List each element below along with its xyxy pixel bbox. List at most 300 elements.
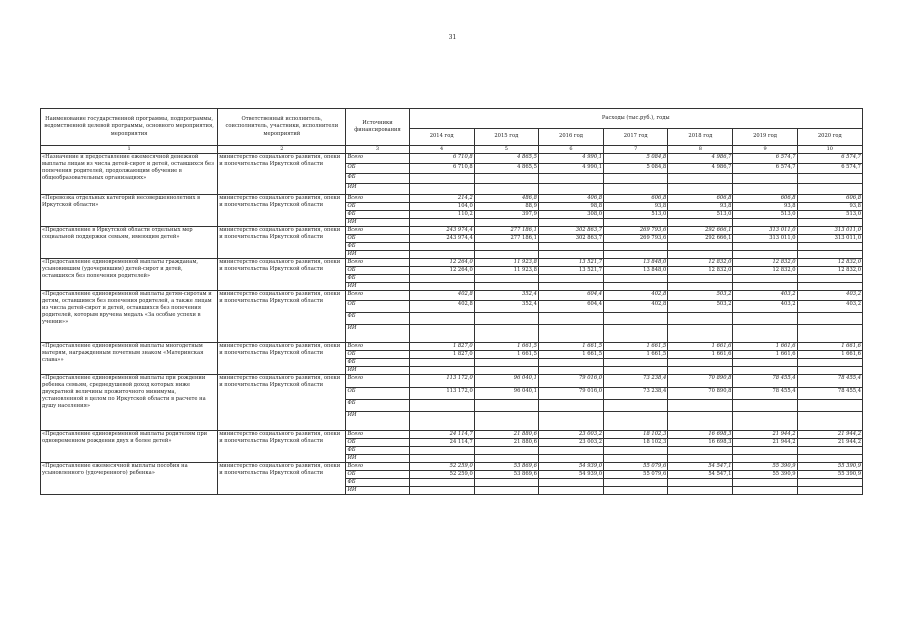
total-value-cell: 70 890,8 xyxy=(668,375,733,388)
value-cell: 11 923,8 xyxy=(474,266,538,274)
total-value-cell: 55 390,9 xyxy=(733,463,797,471)
value-cell xyxy=(733,173,797,183)
value-cell: 24 114,7 xyxy=(409,439,474,447)
value-cell xyxy=(668,366,733,374)
value-cell: 93,8 xyxy=(797,202,862,210)
value-cell: 1 661,5 xyxy=(604,350,668,358)
measure-name: «Назначение и предоставление ежемесячной денежной выплаты лицам из числа детей-сирот и детей, оставшихся без попечения родителей, продолжающим обучение в общеобразовательных организациях» xyxy=(41,153,218,194)
total-value-cell: 96 040,1 xyxy=(474,375,538,388)
value-cell xyxy=(538,366,603,374)
value-cell xyxy=(409,358,474,366)
value-cell xyxy=(733,479,797,487)
total-value-cell: 21 944,2 xyxy=(733,431,797,439)
value-cell: 5 084,8 xyxy=(604,163,668,173)
value-cell: 13 848,0 xyxy=(604,266,668,274)
executor: министерство социального развития, опеки и попечительства Иркутской области xyxy=(218,290,346,342)
value-cell: 93,8 xyxy=(668,202,733,210)
value-cell: 104,0 xyxy=(409,202,474,210)
total-value-cell: 606,8 xyxy=(797,194,862,202)
total-value-cell: 53 869,6 xyxy=(474,463,538,471)
value-cell xyxy=(538,455,603,463)
value-cell: 1 661,5 xyxy=(474,350,538,358)
value-cell xyxy=(409,282,474,290)
value-cell xyxy=(474,358,538,366)
value-cell xyxy=(474,400,538,412)
value-cell: 243 974,4 xyxy=(409,234,474,242)
value-cell xyxy=(668,274,733,282)
total-value-cell: 352,4 xyxy=(474,290,538,300)
value-cell xyxy=(538,218,603,226)
funding-source: ФБ xyxy=(346,400,409,412)
value-cell: 513,0 xyxy=(797,210,862,218)
value-cell xyxy=(797,274,862,282)
funding-source: ОБ xyxy=(346,163,409,173)
value-cell: 12 832,0 xyxy=(668,266,733,274)
total-value-cell: 78 455,4 xyxy=(797,375,862,388)
table-row xyxy=(41,226,863,234)
value-cell: 513,0 xyxy=(733,210,797,218)
funding-source: ФБ xyxy=(346,173,409,183)
value-cell xyxy=(797,487,862,495)
total-value-cell: 6 710,8 xyxy=(409,153,474,163)
executor: министерство социального развития, опеки и попечительства Иркутской области xyxy=(218,194,346,226)
value-cell: 70 890,8 xyxy=(668,388,733,400)
executor: министерство социального развития, опеки и попечительства Иркутской области xyxy=(218,153,346,194)
value-cell: 1 661,5 xyxy=(538,350,603,358)
value-cell xyxy=(538,173,603,183)
value-cell xyxy=(733,218,797,226)
value-cell xyxy=(668,447,733,455)
value-cell: 269 793,6 xyxy=(604,234,668,242)
value-cell xyxy=(668,479,733,487)
value-cell: 6 710,8 xyxy=(409,163,474,173)
value-cell: 79 016,0 xyxy=(538,388,603,400)
value-cell xyxy=(474,250,538,258)
value-cell xyxy=(474,455,538,463)
value-cell xyxy=(797,479,862,487)
total-value-cell: 243 974,4 xyxy=(409,226,474,234)
total-value-cell: 12 264,0 xyxy=(409,258,474,266)
measure-name: «Предоставление в Иркутской области отдельных мер социальной поддержки семьям, имеющим детей» xyxy=(41,226,218,258)
value-cell xyxy=(797,250,862,258)
value-cell xyxy=(474,324,538,342)
value-cell xyxy=(538,274,603,282)
column-number: 7 xyxy=(604,146,668,154)
value-cell xyxy=(668,358,733,366)
funding-source: ИИ xyxy=(346,282,409,290)
funding-source: ИИ xyxy=(346,455,409,463)
value-cell: 1 661,6 xyxy=(733,350,797,358)
value-cell xyxy=(604,242,668,250)
executor: министерство социального развития, опеки и попечительства Иркутской области xyxy=(218,342,346,374)
value-cell xyxy=(733,366,797,374)
header-year: 2018 год xyxy=(668,129,733,146)
total-value-cell: 1 827,0 xyxy=(409,342,474,350)
value-cell xyxy=(538,412,603,431)
table-row xyxy=(41,375,863,388)
total-value-cell: 214,2 xyxy=(409,194,474,202)
value-cell: 93,8 xyxy=(604,202,668,210)
funding-source: ФБ xyxy=(346,274,409,282)
total-value-cell: 606,8 xyxy=(604,194,668,202)
value-cell xyxy=(474,412,538,431)
value-cell xyxy=(538,183,603,194)
value-cell xyxy=(668,250,733,258)
funding-source: Всего xyxy=(346,431,409,439)
value-cell: 302 863,7 xyxy=(538,234,603,242)
value-cell xyxy=(604,183,668,194)
funding-source: ОБ xyxy=(346,202,409,210)
value-cell: 21 944,2 xyxy=(797,439,862,447)
total-value-cell: 606,8 xyxy=(733,194,797,202)
total-value-cell: 292 666,1 xyxy=(668,226,733,234)
value-cell: 1 661,6 xyxy=(668,350,733,358)
header-year: 2020 год xyxy=(797,129,862,146)
header-source: Источники финансирования xyxy=(346,109,409,146)
total-value-cell: 269 793,6 xyxy=(604,226,668,234)
value-cell xyxy=(668,487,733,495)
value-cell xyxy=(474,183,538,194)
column-number: 10 xyxy=(797,146,862,154)
value-cell xyxy=(409,218,474,226)
value-cell: 55 079,6 xyxy=(604,471,668,479)
value-cell: 6 574,7 xyxy=(797,163,862,173)
header-year: 2014 год xyxy=(409,129,474,146)
value-cell: 54 547,1 xyxy=(668,471,733,479)
total-value-cell: 23 003,2 xyxy=(538,431,603,439)
value-cell xyxy=(797,400,862,412)
total-value-cell: 313 011,0 xyxy=(733,226,797,234)
total-value-cell: 18 102,3 xyxy=(604,431,668,439)
table-row xyxy=(41,431,863,439)
value-cell xyxy=(538,242,603,250)
executor: министерство социального развития, опеки и попечительства Иркутской области xyxy=(218,431,346,463)
funding-source: ИИ xyxy=(346,412,409,431)
table-row xyxy=(41,153,863,163)
value-cell xyxy=(474,487,538,495)
funding-source: ИИ xyxy=(346,487,409,495)
value-cell xyxy=(474,218,538,226)
value-cell: 113 172,0 xyxy=(409,388,474,400)
funding-source: ОБ xyxy=(346,300,409,312)
value-cell xyxy=(604,282,668,290)
total-value-cell: 5 084,8 xyxy=(604,153,668,163)
funding-source: ФБ xyxy=(346,479,409,487)
total-value-cell: 55 390,9 xyxy=(797,463,862,471)
value-cell xyxy=(797,312,862,324)
value-cell: 1 827,0 xyxy=(409,350,474,358)
value-cell xyxy=(604,358,668,366)
value-cell: 55 390,9 xyxy=(733,471,797,479)
header-year: 2017 год xyxy=(604,129,668,146)
total-value-cell: 4 865,5 xyxy=(474,153,538,163)
value-cell xyxy=(797,366,862,374)
executor: министерство социального развития, опеки и попечительства Иркутской области xyxy=(218,226,346,258)
table-row xyxy=(41,290,863,300)
value-cell xyxy=(668,455,733,463)
total-value-cell: 1 661,5 xyxy=(604,342,668,350)
value-cell xyxy=(604,173,668,183)
total-value-cell: 6 574,7 xyxy=(797,153,862,163)
value-cell xyxy=(733,282,797,290)
value-cell: 53 869,6 xyxy=(474,471,538,479)
value-cell xyxy=(604,218,668,226)
value-cell xyxy=(409,324,474,342)
total-value-cell: 1 661,6 xyxy=(797,342,862,350)
total-value-cell: 4 990,1 xyxy=(538,153,603,163)
funding-source: ОБ xyxy=(346,266,409,274)
header-year: 2019 год xyxy=(733,129,797,146)
value-cell xyxy=(668,242,733,250)
value-cell: 13 521,7 xyxy=(538,266,603,274)
value-cell: 503,2 xyxy=(668,300,733,312)
total-value-cell: 21 880,6 xyxy=(474,431,538,439)
value-cell xyxy=(797,183,862,194)
measure-name: «Предоставление единовременной выплаты при рождении ребенка семьям, среднедушевой доход которых ниже двукратной величины прожиточного минимума, установленной в целом по Иркутской области в расчете на душу населения» xyxy=(41,375,218,431)
value-cell xyxy=(733,242,797,250)
total-value-cell: 79 016,0 xyxy=(538,375,603,388)
value-cell xyxy=(604,312,668,324)
value-cell xyxy=(733,324,797,342)
value-cell xyxy=(409,412,474,431)
measure-name: «Предоставление единовременной выплаты детям-сиротам и детям, оставшимся без попечения родителей, а также лицам из числа детей-сирот и детей, оставшихся без попечения родителей, которым вручена медаль «За особые успехи в учении»» xyxy=(41,290,218,342)
total-value-cell: 503,2 xyxy=(668,290,733,300)
total-value-cell: 21 944,2 xyxy=(797,431,862,439)
funding-source: ОБ xyxy=(346,471,409,479)
total-value-cell: 302 863,7 xyxy=(538,226,603,234)
value-cell xyxy=(474,479,538,487)
value-cell: 12 832,0 xyxy=(797,266,862,274)
header-executor: Ответственный исполнитель, соисполнитель, участники, исполнители мероприятий xyxy=(218,109,346,146)
value-cell: 313 011,0 xyxy=(797,234,862,242)
value-cell xyxy=(733,183,797,194)
value-cell: 308,0 xyxy=(538,210,603,218)
value-cell xyxy=(797,173,862,183)
value-cell: 55 390,9 xyxy=(797,471,862,479)
total-value-cell: 313 011,0 xyxy=(797,226,862,234)
value-cell xyxy=(538,358,603,366)
total-value-cell: 402,8 xyxy=(409,290,474,300)
column-number: 6 xyxy=(538,146,603,154)
value-cell: 4 986,7 xyxy=(668,163,733,173)
value-cell xyxy=(604,400,668,412)
value-cell: 397,9 xyxy=(474,210,538,218)
total-value-cell: 402,8 xyxy=(604,290,668,300)
total-value-cell: 24 114,7 xyxy=(409,431,474,439)
value-cell xyxy=(538,487,603,495)
value-cell xyxy=(797,358,862,366)
value-cell: 88,9 xyxy=(474,202,538,210)
measure-name: «Перевозка отдельных категорий несовершеннолетних в Иркутской области» xyxy=(41,194,218,226)
value-cell xyxy=(474,447,538,455)
funding-source: ОБ xyxy=(346,350,409,358)
column-number: 9 xyxy=(733,146,797,154)
value-cell: 12 832,0 xyxy=(733,266,797,274)
value-cell: 12 264,0 xyxy=(409,266,474,274)
value-cell xyxy=(474,312,538,324)
value-cell: 52 259,0 xyxy=(409,471,474,479)
total-value-cell: 52 259,0 xyxy=(409,463,474,471)
value-cell xyxy=(797,218,862,226)
value-cell xyxy=(409,242,474,250)
value-cell xyxy=(797,455,862,463)
value-cell: 54 939,0 xyxy=(538,471,603,479)
value-cell xyxy=(474,173,538,183)
value-cell xyxy=(604,455,668,463)
value-cell: 403,2 xyxy=(797,300,862,312)
value-cell xyxy=(604,274,668,282)
total-value-cell: 113 172,0 xyxy=(409,375,474,388)
value-cell: 110,2 xyxy=(409,210,474,218)
measure-name: «Предоставление ежемесячной выплаты пособия на усыновленного (удочеренного) ребенка» xyxy=(41,463,218,495)
value-cell: 4 990,1 xyxy=(538,163,603,173)
column-number: 8 xyxy=(668,146,733,154)
value-cell xyxy=(668,183,733,194)
value-cell: 403,2 xyxy=(733,300,797,312)
value-cell xyxy=(604,250,668,258)
total-value-cell: 403,2 xyxy=(797,290,862,300)
value-cell xyxy=(733,412,797,431)
funding-source: ИИ xyxy=(346,183,409,194)
value-cell: 513,0 xyxy=(604,210,668,218)
value-cell: 513,0 xyxy=(668,210,733,218)
value-cell: 21 880,6 xyxy=(474,439,538,447)
funding-source: ОБ xyxy=(346,439,409,447)
value-cell xyxy=(797,242,862,250)
header-year: 2016 год xyxy=(538,129,603,146)
value-cell xyxy=(474,274,538,282)
value-cell xyxy=(668,324,733,342)
value-cell xyxy=(538,282,603,290)
value-cell xyxy=(474,282,538,290)
executor: министерство социального развития, опеки и попечительства Иркутской области xyxy=(218,463,346,495)
funding-source: Всего xyxy=(346,375,409,388)
funding-source: Всего xyxy=(346,226,409,234)
table-row xyxy=(41,463,863,471)
funding-source: ФБ xyxy=(346,210,409,218)
value-cell xyxy=(733,447,797,455)
funding-source: ФБ xyxy=(346,447,409,455)
table-row xyxy=(41,342,863,350)
value-cell: 18 102,3 xyxy=(604,439,668,447)
total-value-cell: 1 661,6 xyxy=(668,342,733,350)
value-cell xyxy=(797,447,862,455)
value-cell xyxy=(797,324,862,342)
total-value-cell: 1 661,5 xyxy=(474,342,538,350)
value-cell xyxy=(733,358,797,366)
value-cell: 402,8 xyxy=(409,300,474,312)
value-cell xyxy=(538,250,603,258)
value-cell xyxy=(538,447,603,455)
value-cell xyxy=(409,487,474,495)
value-cell xyxy=(409,173,474,183)
column-number: 1 xyxy=(41,146,218,154)
value-cell xyxy=(604,447,668,455)
total-value-cell: 4 986,7 xyxy=(668,153,733,163)
value-cell xyxy=(797,282,862,290)
value-cell: 277 186,1 xyxy=(474,234,538,242)
value-cell xyxy=(409,400,474,412)
total-value-cell: 12 832,0 xyxy=(668,258,733,266)
value-cell xyxy=(668,282,733,290)
value-cell: 73 238,4 xyxy=(604,388,668,400)
table-row xyxy=(41,258,863,266)
value-cell xyxy=(409,250,474,258)
funding-source: ОБ xyxy=(346,388,409,400)
value-cell: 352,4 xyxy=(474,300,538,312)
value-cell xyxy=(409,479,474,487)
value-cell xyxy=(604,324,668,342)
value-cell xyxy=(409,312,474,324)
funding-source: ИИ xyxy=(346,250,409,258)
value-cell: 78 455,4 xyxy=(733,388,797,400)
value-cell xyxy=(733,312,797,324)
value-cell xyxy=(733,400,797,412)
value-cell: 292 666,1 xyxy=(668,234,733,242)
column-number: 4 xyxy=(409,146,474,154)
value-cell xyxy=(668,400,733,412)
total-value-cell: 12 832,0 xyxy=(797,258,862,266)
value-cell: 16 698,3 xyxy=(668,439,733,447)
value-cell xyxy=(668,312,733,324)
funding-source: ОБ xyxy=(346,234,409,242)
total-value-cell: 406,8 xyxy=(538,194,603,202)
funding-source: Всего xyxy=(346,153,409,163)
total-value-cell: 486,8 xyxy=(474,194,538,202)
value-cell xyxy=(409,274,474,282)
value-cell: 93,8 xyxy=(733,202,797,210)
value-cell: 96 040,1 xyxy=(474,388,538,400)
value-cell: 21 944,2 xyxy=(733,439,797,447)
value-cell xyxy=(733,487,797,495)
table-body xyxy=(41,153,863,494)
column-number: 2 xyxy=(218,146,346,154)
funding-source: Всего xyxy=(346,194,409,202)
executor: министерство социального развития, опеки и попечительства Иркутской области xyxy=(218,375,346,431)
header-year: 2015 год xyxy=(474,129,538,146)
value-cell xyxy=(474,242,538,250)
value-cell: 6 574,7 xyxy=(733,163,797,173)
value-cell xyxy=(604,487,668,495)
funding-source: ФБ xyxy=(346,312,409,324)
total-value-cell: 11 923,8 xyxy=(474,258,538,266)
header-name: Наименование государственной программы, подпрограммы, ведомственной целевой программы, основного мероприятия, мероприятия xyxy=(41,109,218,146)
value-cell xyxy=(604,412,668,431)
value-cell xyxy=(797,412,862,431)
header-expenses: Расходы (тыс.руб.), годы xyxy=(409,109,862,129)
value-cell xyxy=(604,366,668,374)
total-value-cell: 78 455,4 xyxy=(733,375,797,388)
value-cell xyxy=(733,274,797,282)
column-number: 3 xyxy=(346,146,409,154)
value-cell xyxy=(668,412,733,431)
value-cell: 98,8 xyxy=(538,202,603,210)
executor: министерство социального развития, опеки и попечительства Иркутской области xyxy=(218,258,346,290)
funding-source: Всего xyxy=(346,290,409,300)
total-value-cell: 55 079,6 xyxy=(604,463,668,471)
measure-name: «Предоставление единовременной выплаты гражданам, усыновившим (удочерившим) детей-сирот и детей, оставшихся без попечения родителей» xyxy=(41,258,218,290)
total-value-cell: 54 547,1 xyxy=(668,463,733,471)
total-value-cell: 606,8 xyxy=(668,194,733,202)
value-cell xyxy=(538,324,603,342)
total-value-cell: 604,4 xyxy=(538,290,603,300)
page-number: 31 xyxy=(448,34,457,41)
value-cell: 23 003,2 xyxy=(538,439,603,447)
total-value-cell: 54 939,0 xyxy=(538,463,603,471)
budget-table xyxy=(40,108,863,495)
funding-source: ИИ xyxy=(346,366,409,374)
table-row xyxy=(41,194,863,202)
